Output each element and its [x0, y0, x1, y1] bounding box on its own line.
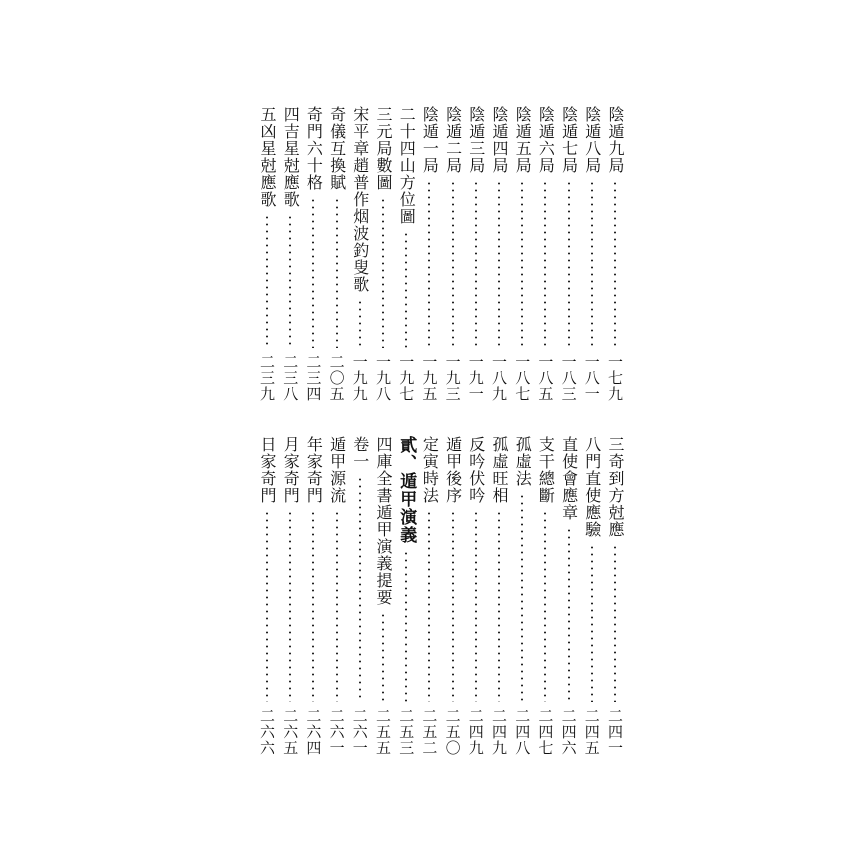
dot-leader [382, 197, 384, 348]
dot-leader [289, 214, 291, 348]
toc-entry-page: 二五五 [374, 708, 392, 756]
toc-entry-page: 二六四 [304, 708, 323, 756]
toc-entry-page: 一九七 [397, 354, 416, 402]
toc-entry-title: 陰遁九局 [606, 106, 625, 174]
toc-entry-title: 貳、遁甲演義 [396, 436, 417, 544]
toc-entry-title: 宋平章趙普作烟波釣叟歌 [350, 106, 370, 293]
toc-entry [442, 106, 464, 402]
dot-leader [568, 527, 570, 702]
toc-entry [418, 436, 440, 756]
toc-entry [581, 436, 603, 756]
toc-entry-title: 陰遁四局 [490, 106, 509, 174]
dot-leader [475, 510, 477, 702]
toc-entry-page: 二五〇 [443, 708, 462, 756]
dot-leader [312, 510, 314, 702]
toc-entry-page: 一八五 [536, 354, 555, 402]
toc-entry-title: 四吉星尅應歌 [281, 106, 301, 208]
toc-entry-page: 一七九 [606, 354, 624, 402]
dot-leader [544, 180, 546, 348]
toc-entry-page: 二四六 [559, 708, 578, 756]
toc-entry-page: 一八七 [513, 354, 532, 402]
toc-entry [558, 106, 580, 402]
toc-entry-title: 八門直使應驗 [582, 436, 602, 538]
toc-entry [442, 436, 464, 756]
toc-entry [326, 436, 348, 756]
dot-leader [336, 510, 338, 702]
dot-leader [568, 180, 570, 348]
toc-entry [534, 436, 556, 756]
toc-entry-page: 一九五 [420, 354, 439, 402]
toc-entry-title: 三元局數圖 [374, 106, 393, 191]
dot-leader [312, 197, 314, 348]
toc-entry-title: 遁甲源流 [327, 436, 347, 504]
dot-leader [614, 180, 616, 348]
toc-entry-title: 孤虛法 [513, 436, 533, 487]
toc-entry [511, 106, 533, 402]
toc-entry-title: 五凶星尅應歌 [258, 106, 277, 208]
dot-leader [452, 180, 454, 348]
toc-entry-title: 陰遁七局 [559, 106, 579, 174]
toc-entry-title: 三奇到方尅應 [606, 436, 625, 538]
toc-entry-page: 一九三 [443, 354, 462, 402]
toc-entry [302, 436, 324, 756]
toc-entry-page: 一九一 [466, 354, 485, 402]
toc-entry [534, 106, 556, 402]
toc-entry-page: 二〇五 [327, 354, 346, 402]
toc-entry [418, 106, 440, 402]
toc-entry [395, 436, 417, 756]
toc-entry [372, 436, 394, 756]
toc-entry-title: 孤虛旺相 [490, 436, 509, 504]
dot-leader [475, 180, 477, 348]
toc-entry-page: 一九八 [374, 354, 392, 402]
toc-entry-title: 陰遁二局 [443, 106, 463, 174]
toc-entry-page: 二三九 [258, 354, 276, 402]
dot-leader [498, 180, 500, 348]
toc-entry-page: 二四八 [513, 708, 532, 756]
toc-entry-page: 一八一 [582, 354, 601, 402]
toc-entry-title: 月家奇門 [281, 436, 301, 504]
toc-entry [349, 436, 371, 756]
toc-entry [558, 436, 580, 756]
toc-entry-page: 二六一 [327, 708, 346, 756]
toc-entry-page: 二三八 [281, 354, 300, 402]
dot-leader [521, 493, 523, 702]
dot-leader [359, 299, 361, 348]
toc-entry-page: 二五二 [420, 708, 439, 756]
toc-entry-page: 一八三 [559, 354, 578, 402]
toc-entry-title: 奇門六十格 [304, 106, 324, 191]
toc-entry-page: 二四九 [466, 708, 485, 756]
toc-entry-title: 四庫全書遁甲演義提要 [374, 436, 393, 606]
dot-leader [591, 180, 593, 348]
toc-entry [372, 106, 394, 402]
toc-entry-title: 直使會應章 [559, 436, 579, 521]
toc-entry [465, 436, 487, 756]
toc-entry-title: 支干總斷 [536, 436, 556, 504]
toc-entry-title: 陰遁三局 [466, 106, 486, 174]
toc-entry-title: 反吟伏吟 [466, 436, 486, 504]
toc-entry-page: 一九九 [350, 354, 369, 402]
toc-entry-page: 一八九 [490, 354, 508, 402]
toc-entry-page: 二四五 [582, 708, 601, 756]
toc-entry-title: 陰遁六局 [536, 106, 556, 174]
toc-entry-page: 二四七 [536, 708, 555, 756]
toc-entry-page: 二六五 [281, 708, 300, 756]
toc-entry-title: 陰遁五局 [513, 106, 533, 174]
toc-entry-page: 二五三 [397, 708, 416, 756]
dot-leader [544, 510, 546, 702]
toc-entry-title: 二十四山方位圖 [397, 106, 417, 225]
dot-leader [452, 510, 454, 702]
dot-leader [266, 510, 268, 702]
dot-leader [614, 544, 616, 702]
toc-entry-title: 陰遁一局 [420, 106, 440, 174]
toc-entry-title: 奇儀互換賦 [327, 106, 347, 191]
toc-entry [256, 106, 278, 402]
toc-entry [465, 106, 487, 402]
toc-entry [279, 436, 301, 756]
toc-entry-page: 二六一 [350, 708, 369, 756]
toc-entry-title: 日家奇門 [258, 436, 277, 504]
toc-entry [511, 436, 533, 756]
toc-entry-title: 陰遁八局 [582, 106, 602, 174]
toc-entry [488, 106, 510, 402]
dot-leader [428, 180, 430, 348]
toc-entry-title: 年家奇門 [304, 436, 324, 504]
toc-entry-page: 二六六 [258, 708, 276, 756]
dot-leader [289, 510, 291, 702]
toc-entry [395, 106, 417, 402]
toc-entry-page: 二四一 [606, 708, 624, 756]
dot-leader [359, 476, 361, 702]
dot-leader [405, 231, 407, 348]
toc-entry [488, 436, 510, 756]
dot-leader [521, 180, 523, 348]
dot-leader [336, 197, 338, 348]
toc-entry-title: 定寅時法 [420, 436, 440, 504]
toc-entry-title: 卷一 [350, 436, 370, 470]
toc-entry-page: 二三四 [304, 354, 323, 402]
toc-entry [256, 436, 278, 756]
toc-entry-page: 二四九 [490, 708, 508, 756]
toc-entry [604, 436, 626, 756]
toc-entry [581, 106, 603, 402]
toc-entry [302, 106, 324, 402]
toc-entry [349, 106, 371, 402]
dot-leader [591, 544, 593, 702]
toc-entry-title: 遁甲後序 [443, 436, 463, 504]
dot-leader [405, 550, 407, 702]
dot-leader [428, 510, 430, 702]
toc-entry [279, 106, 301, 402]
toc-entry [326, 106, 348, 402]
toc-entry [604, 106, 626, 402]
dot-leader [498, 510, 500, 702]
dot-leader [266, 214, 268, 348]
dot-leader [382, 612, 384, 702]
